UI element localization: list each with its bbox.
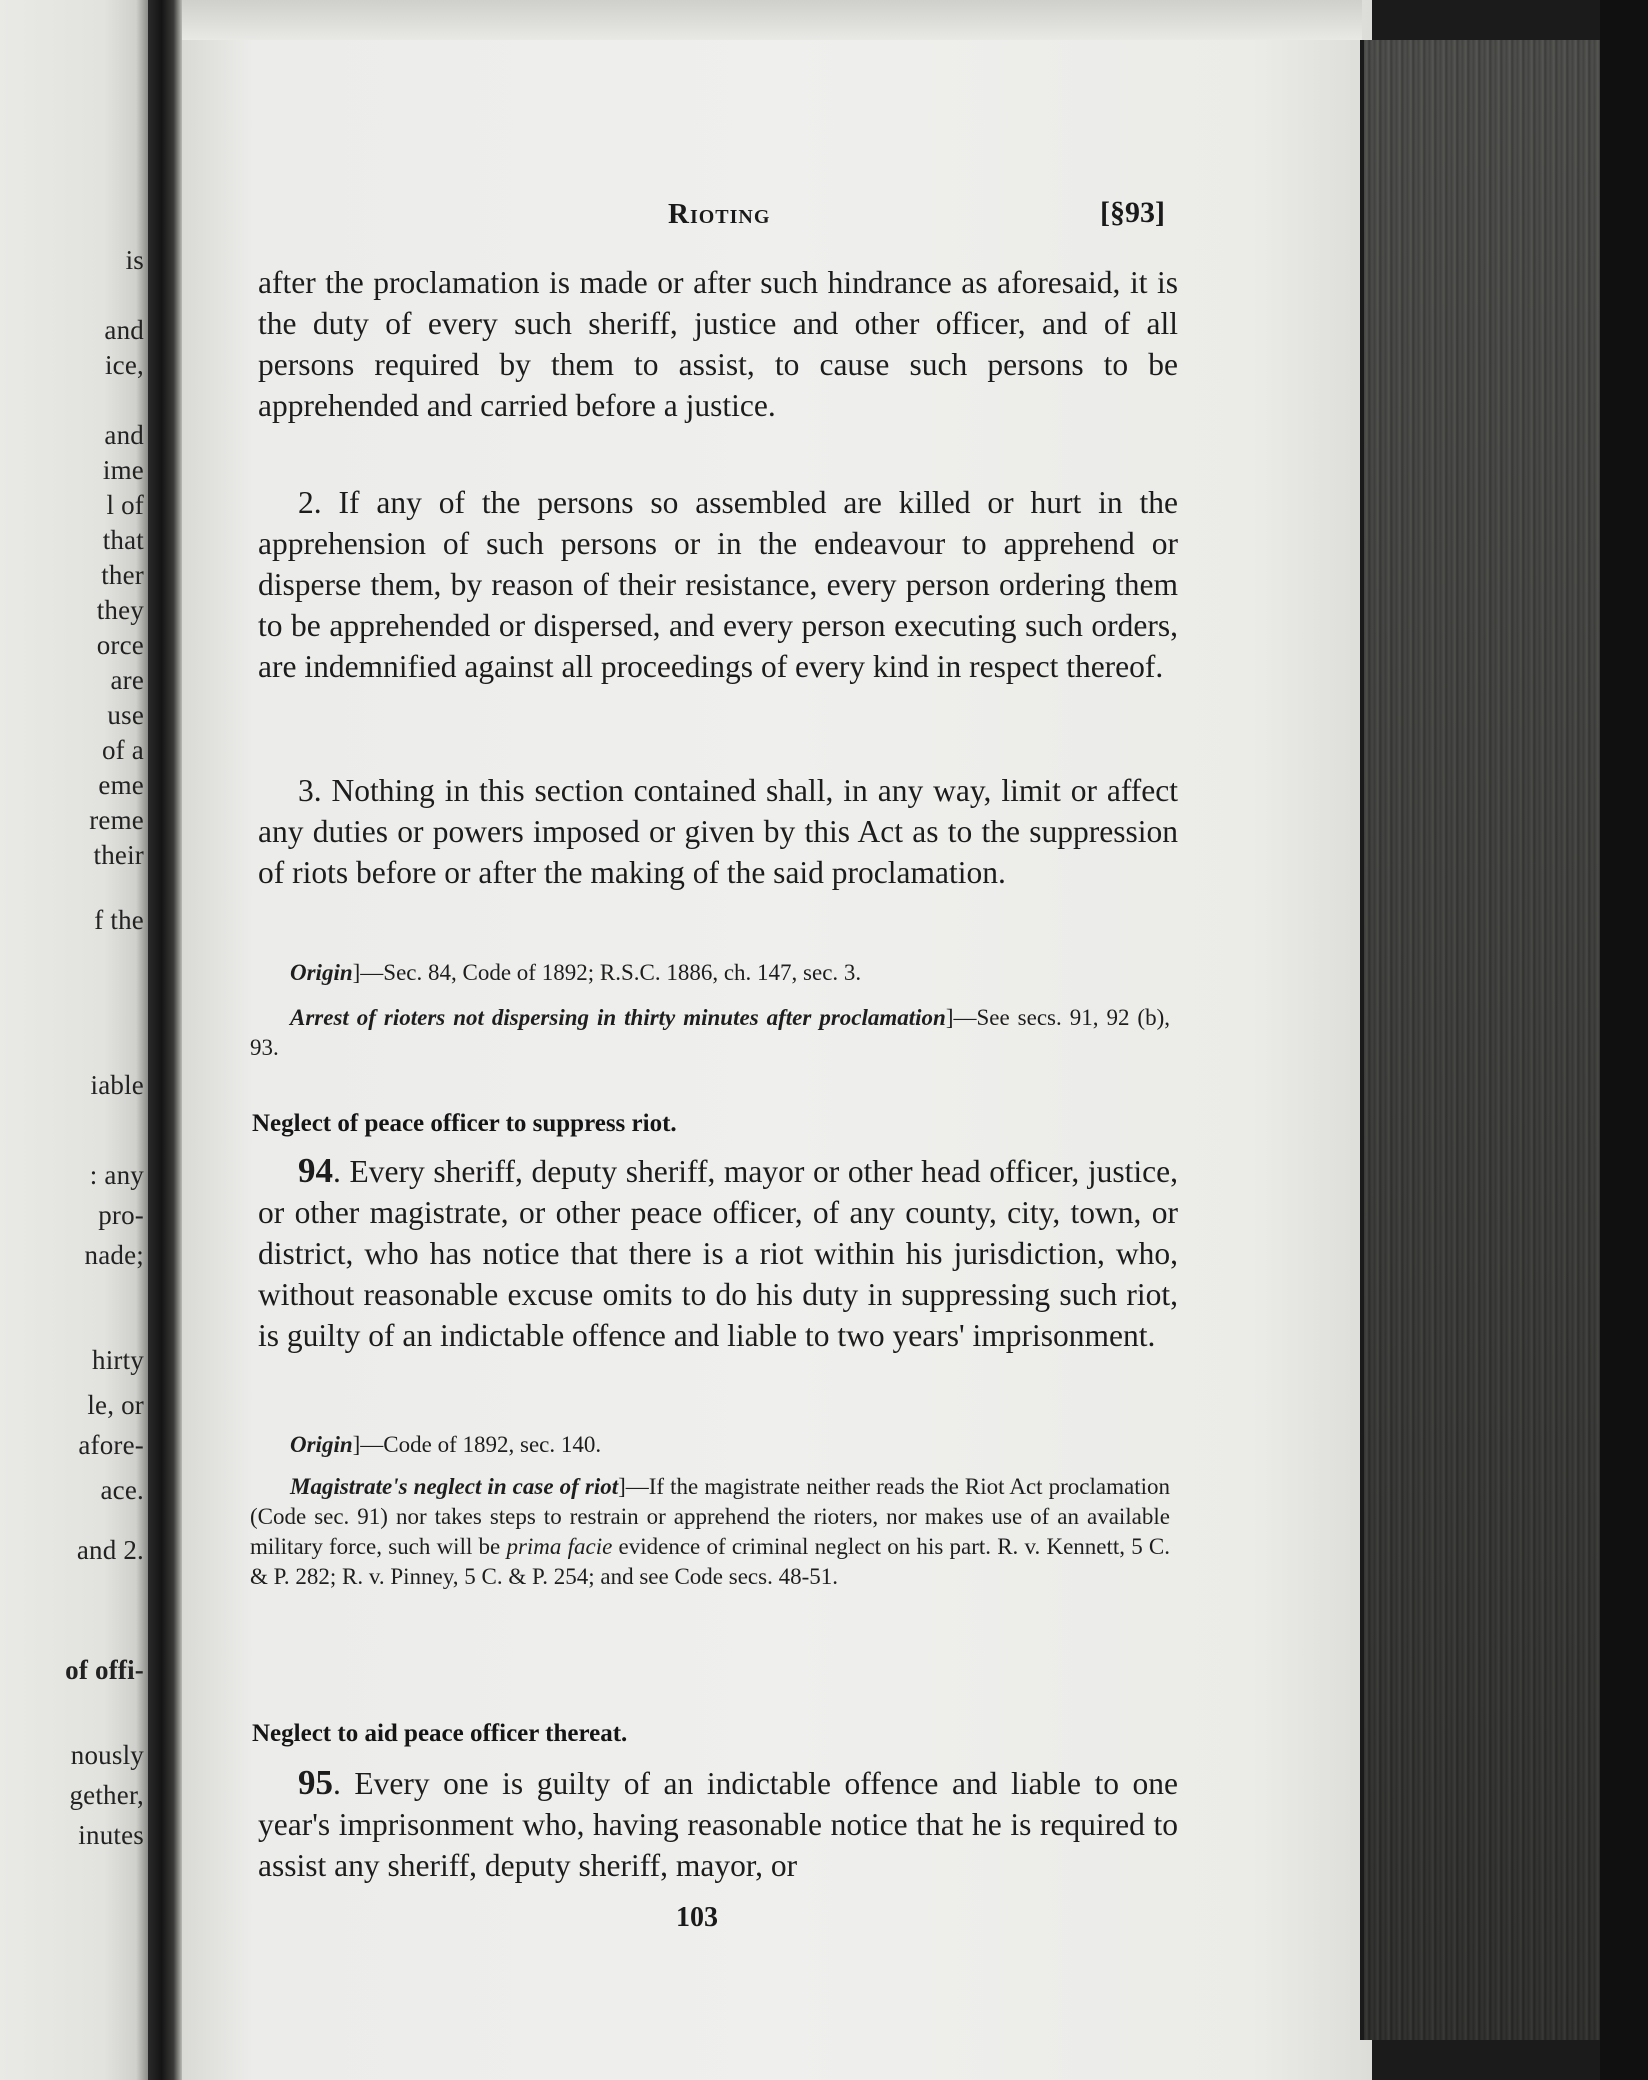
left-page-fragment: of offi- xyxy=(65,1655,144,1685)
note-origin-93 xyxy=(250,958,1170,988)
left-page-fragment: is xyxy=(125,245,144,275)
running-head: Rioting xyxy=(668,198,771,230)
left-page-fragment: f the xyxy=(94,905,144,935)
note-magistrate-neglect xyxy=(250,1472,1170,1592)
left-page-fragment: their xyxy=(93,840,144,870)
note-origin-94 xyxy=(250,1430,1170,1460)
left-page-fragment: le, or xyxy=(87,1390,144,1420)
subsection-3: 3. Nothing in this section contained shall, in any way, limit or affect any duties or powers imposed or given by this Act as to the suppression of riots before or after the making of the said proclamation. xyxy=(258,773,1178,890)
book-gutter xyxy=(148,0,182,2080)
heading-section-95: Neglect to aid peace officer thereat. xyxy=(252,1720,628,1747)
left-page-fragment: inutes xyxy=(78,1820,144,1850)
page-number: 103 xyxy=(676,1902,718,1933)
section-text: . Every sheriff, deputy sheriff, mayor or other head officer, justice, or other magistrate, or other peace officer, of any county, city, town, or district, who has notice that there is a riot within his jurisdiction, who, without reasonable excuse omits to do his duty in suppressing such riot, is guilty of an indictable offence and liable to two years' imprisonment. xyxy=(258,1154,1178,1353)
note-label: Arrest of rioters not dispersing in thirty minutes after proclamation xyxy=(290,1005,946,1030)
section-text: . Every one is guilty of an indictable offence and liable to one year's imprisonment who, having reasonable notice that he is required to assist any sheriff, deputy sheriff, mayor, or xyxy=(258,1766,1178,1883)
note-label: Origin xyxy=(290,1432,353,1457)
left-page-fragment: ace. xyxy=(100,1475,144,1505)
left-page-fragment: are xyxy=(110,665,144,695)
left-page-fragment: hirty xyxy=(92,1345,144,1375)
left-page-fragment: nade; xyxy=(84,1240,144,1270)
left-page-fragment: nously xyxy=(70,1740,144,1770)
left-page-fragment: afore- xyxy=(78,1430,144,1460)
section-94 xyxy=(258,1150,1178,1356)
note-text-cont: evidence of criminal neglect on his part. R. v. Kennett, 5 C. & P. 282; R. v. Pinney, 5 C. & P. 254; and see Code secs. 48-51. xyxy=(250,1534,1171,1589)
subsection-2: 2. If any of the persons so assembled are killed or hurt in the apprehension of such persons or in the endeavour to apprehend or disperse them, by reason of their resistance, every person ordering them to be apprehended or dispersed, and every person executing such orders, are indemnified against all proceedings of every kind in respect thereof. xyxy=(258,485,1178,684)
left-page-fragment: of a xyxy=(101,735,144,765)
left-page-fragment: eme xyxy=(98,770,144,800)
note-text: ]—If the magistrate neither reads the Riot Act proclamation (Code sec. 91) nor takes steps to restrain or apprehend the rioters, nor makes use of an available military force, such will be xyxy=(250,1474,1170,1559)
left-page-fragment: gether, xyxy=(69,1780,144,1810)
page-top-edge xyxy=(182,0,1362,40)
background-strip xyxy=(1600,0,1648,2080)
heading-section-94: Neglect of peace officer to suppress riot. xyxy=(252,1110,677,1137)
left-page-fragment: and xyxy=(104,420,144,450)
left-page-fragment: reme xyxy=(89,805,144,835)
note-arrest-of-rioters xyxy=(250,1003,1170,1063)
note-label: Magistrate's neglect in case of riot xyxy=(290,1474,619,1499)
note-italic: prima facie xyxy=(506,1534,613,1559)
left-page-fragment: pro- xyxy=(98,1200,144,1230)
note-label: Origin xyxy=(290,960,353,985)
section-95 xyxy=(258,1762,1178,1886)
left-page-fragment: l of xyxy=(106,490,144,520)
section-number: 95 xyxy=(298,1763,333,1802)
left-page-fragment: ime xyxy=(102,455,144,485)
left-page-fragment: : any xyxy=(89,1160,144,1190)
note-text: ]—Sec. 84, Code of 1892; R.S.C. 1886, ch. 147, sec. 3. xyxy=(352,960,862,985)
paragraph-continuation: after the proclamation is made or after such hindrance as aforesaid, it is the duty of every such sheriff, justice and other officer, and of all persons required by them to assist, to cause such persons to be apprehended and carried before a justice. xyxy=(258,265,1178,423)
section-number: 94 xyxy=(298,1151,333,1190)
left-page-fragment: iable xyxy=(90,1070,144,1100)
note-text: ]—See secs. 91, 92 (b), 93. xyxy=(250,1005,1170,1060)
left-facing-page xyxy=(0,0,148,2080)
section-reference: [§93] xyxy=(1100,196,1165,229)
left-page-fragment: and 2. xyxy=(76,1535,144,1565)
left-page-fragment: ice, xyxy=(104,350,144,380)
left-page-fragment: and xyxy=(104,315,144,345)
left-page-fragment: use xyxy=(107,700,144,730)
left-page-fragment: they xyxy=(96,595,144,625)
left-page-fragment: ther xyxy=(101,560,144,590)
page-edges-block xyxy=(1360,40,1604,2040)
left-page-fragment: that xyxy=(102,525,144,555)
left-page-fragment: orce xyxy=(96,630,144,660)
note-text: ]—Code of 1892, sec. 140. xyxy=(352,1432,602,1457)
